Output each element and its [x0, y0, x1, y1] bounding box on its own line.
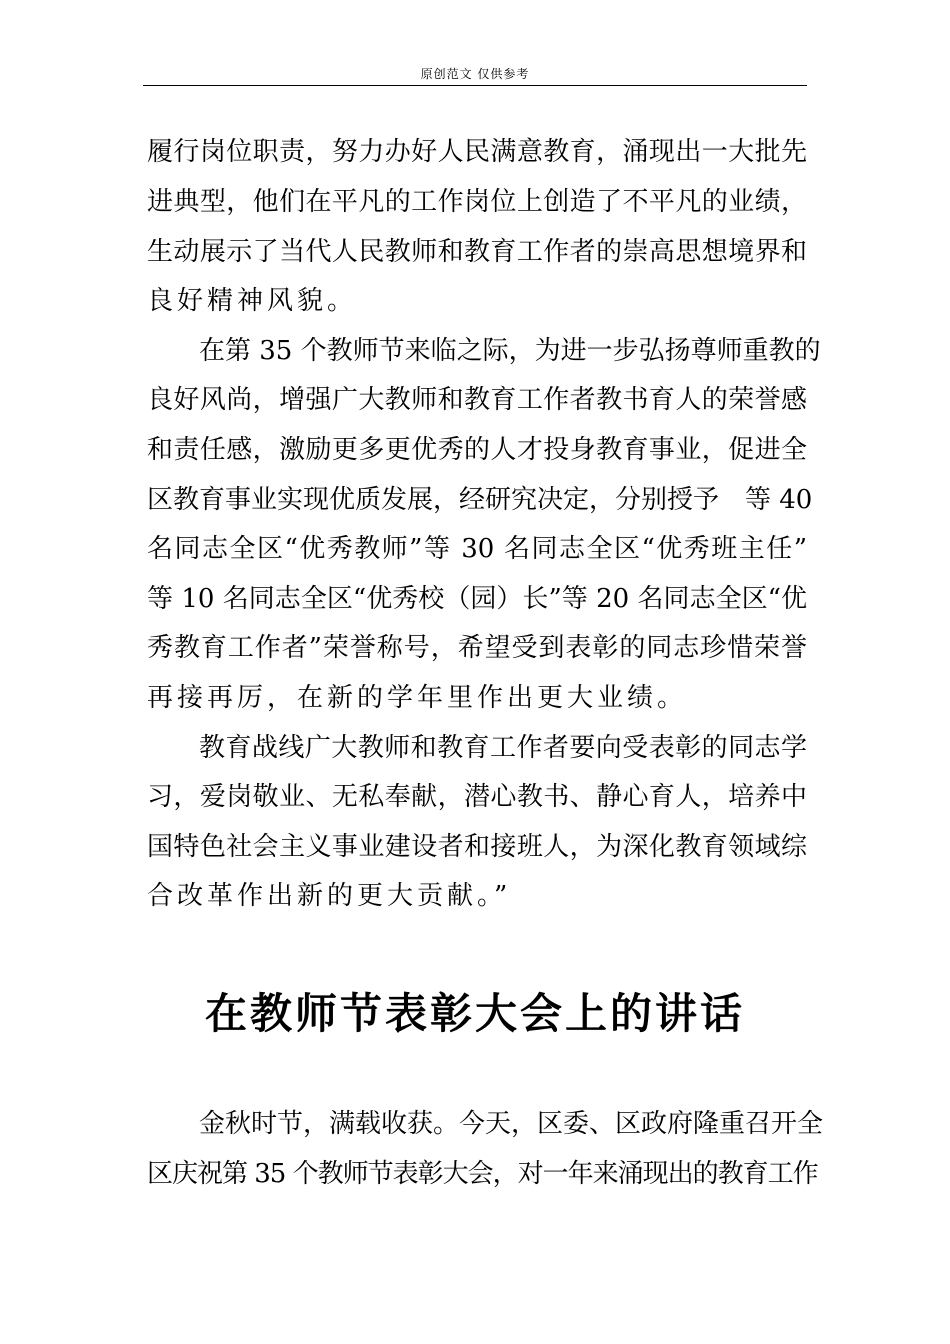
page-header: 原创范文 仅供参考: [420, 67, 530, 81]
text-line: 秀教育工作者”荣誉称号，希望受到表彰的同志珍惜荣誉: [147, 633, 807, 663]
text-line: 习，爱岗敬业、无私奉献，潜心教书、静心育人，培养中: [147, 782, 807, 812]
text-line: 名同志全区“优秀教师”等 30 名同志全区“优秀班主任”: [147, 534, 807, 564]
text-line: 进典型，他们在平凡的工作岗位上创造了不平凡的业绩，: [147, 187, 807, 217]
text-line: 履行岗位职责，努力办好人民满意教育，涌现出一大批先: [147, 137, 807, 167]
speech-title: 在教师节表彰大会上的讲话: [204, 989, 745, 1038]
text-line: 良好风尚，增强广大教师和教育工作者教书育人的荣誉感: [147, 385, 807, 415]
text-line: 再接再厉，在新的学年里作出更大业绩。: [147, 683, 688, 713]
text-line: 在第 35 个教师节来临之际，为进一步弘扬尊师重教的: [199, 336, 821, 366]
text-line: 生动展示了当代人民教师和教育工作者的崇高思想境界和: [147, 237, 807, 267]
text-line: 区教育事业实现优质发展，经研究决定，分别授予 等 40: [147, 485, 813, 515]
text-line: 和责任感，激励更多更优秀的人才投身教育事业，促进全: [147, 435, 807, 465]
text-line: 区庆祝第 35 个教师节表彰大会，对一年来涌现出的教育工作: [147, 1159, 818, 1189]
text-line: 良好精神风貌。: [147, 286, 358, 316]
text-line: 国特色社会主义事业建设者和接班人，为深化教育领域综: [147, 832, 807, 862]
text-line: 教育战线广大教师和教育工作者要向受表彰的同志学: [199, 733, 807, 763]
text-line: 等 10 名同志全区“优秀校（园）长”等 20 名同志全区“优: [147, 584, 807, 614]
header-divider: [143, 85, 807, 86]
text-line: 合改革作出新的更大贡献。”: [147, 881, 512, 911]
text-line: 金秋时节，满载收获。今天，区委、区政府隆重召开全: [199, 1109, 824, 1139]
